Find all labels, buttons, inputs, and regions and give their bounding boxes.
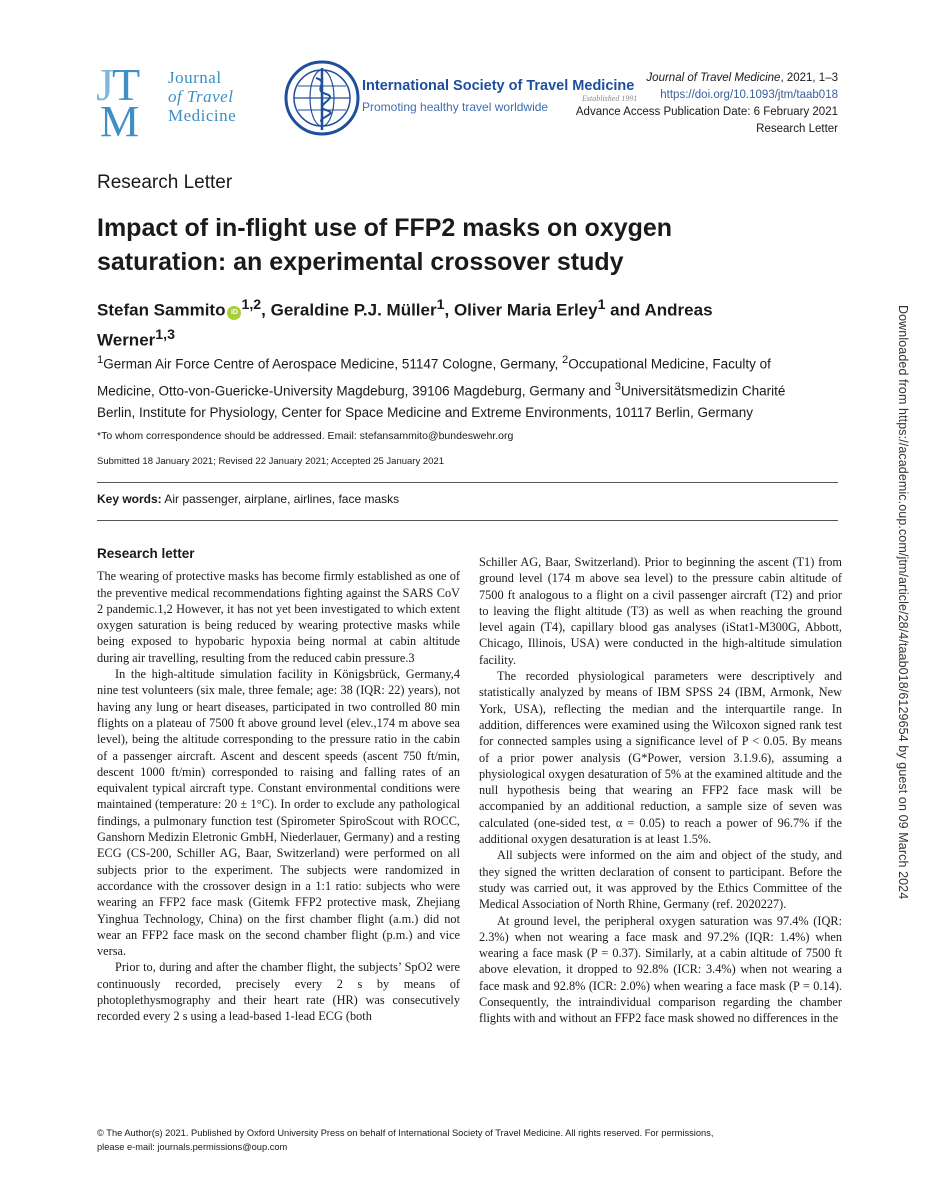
jtm-name-line-1: Journal — [168, 68, 222, 87]
journal-name: Journal of Travel Medicine — [646, 72, 781, 84]
author-sep: , — [444, 300, 454, 320]
jtm-name-line-2: of Travel — [168, 87, 234, 106]
author-sup: 1 — [597, 297, 606, 313]
affiliations — [97, 349, 797, 424]
article-title: Impact of in-flight use of FFP2 masks on oxygen saturation: an experimental crossover study — [97, 214, 673, 276]
svg-text:T: T — [112, 60, 141, 110]
keywords-list: Air passenger, airplane, airlines, face masks — [161, 492, 400, 506]
divider — [97, 482, 838, 483]
submission-dates: Submitted 18 January 2021; Revised 22 January 2021; Accepted 25 January 2021 — [97, 456, 444, 467]
download-watermark — [888, 305, 918, 1095]
author-name[interactable]: Oliver Maria Erley — [453, 300, 598, 320]
body-paragraph: Schiller AG, Baar, Switzerland). Prior to beginning the ascent (T1) from ground level (174 m above sea level) to the pressure cabin altitude of 7500 ft analogous to a flight on a civil passenger aircraft (T2) and prior to leaving the flight altitude (T3) as well as when reaching the ground level again (T4), capillary blood gas analyses (iStat1-M300G, Abbott, Chicago, Illinois, USA) were conducted in the high-altitude simulation facility. — [479, 555, 842, 667]
author-sep: , — [261, 300, 271, 320]
orcid-icon[interactable]: iD — [227, 306, 241, 320]
author-sup: 1,2 — [241, 297, 262, 313]
body-paragraph: The wearing of protective masks has become firmly established as one of the preventive medical recommendations fighting against the SARS CoV 2 pandemic.1,2 However, it has not yet been investigated to which extent oxygen saturation is being reduced by wearing protective masks while being exposed to hypobaric hypoxia being normal at cabin altitude during air travelling, resulting from the reduced cabin pressure.3 — [97, 569, 460, 665]
jtm-name — [168, 68, 236, 125]
keywords — [97, 492, 399, 506]
divider — [97, 520, 838, 521]
istm-title: International Society of Travel Medicine — [362, 78, 635, 94]
author-sup: 1 — [436, 297, 445, 313]
body-paragraph: All subjects were informed on the aim and object of the study, and they signed the written declaration of consent to participant. Before the study was carried out, it was approved by the Ethics Committee of the Medical Association of North Rhine, Germany (ref. 2020227). — [479, 848, 842, 912]
author-sup: 1,3 — [155, 326, 175, 343]
affil-text: Universitätsmedizin Charité Berlin, Institute for Physiology, Center for Space Medicine and Extreme Environments, 10117 Berlin, Germany — [97, 383, 786, 420]
affil-text: Occupational Medicine, Faculty of Medicine, Otto-von-Guericke-University Magdeburg, 39106 Magdeburg, Germany and — [97, 356, 771, 398]
download-note: Downloaded from https://academic.oup.com/jtm/article/28/4/taab018/6129654 by guest on 09 March 2024 — [896, 305, 910, 900]
journal-year-pages: , 2021, 1–3 — [780, 72, 838, 84]
section-kind: Research Letter — [97, 172, 233, 193]
affil-sup: 3 — [614, 380, 622, 393]
istm-globe-icon — [282, 58, 362, 138]
copyright-footer — [97, 1126, 837, 1154]
author-list — [97, 293, 737, 352]
author-name[interactable]: Geraldine P.J. Müller — [270, 300, 437, 320]
body-column-left — [97, 546, 460, 1025]
journal-meta — [576, 70, 838, 138]
body-paragraph: At ground level, the peripheral oxygen saturation was 97.4% (IQR: 2.3%) when not wearing a face mask and 97.2% (IQR: 1.4%) when wearing a face mask (P = 0.37). Similarly, at a cabin altitude of 7500 ft above elevation, it dropped to 92.8% (ICR: 3.4%) when not wearing a face mask and 92.8% (ICR: 2.0%) when wearing a face mask (P = 0.14). Consequently, the intraindividual comparison regarding the chamber flights with and without an FFP2 face mask showed no differences in the — [479, 913, 842, 1026]
istm-subtitle: Promoting healthy travel worldwide — [362, 100, 549, 114]
author-name[interactable]: Stefan Sammito — [97, 300, 226, 320]
body-paragraph: Prior to, during and after the chamber flight, the subjects’ SpO2 were continuously recorded, precisely every 2 s by means of photoplethysmography and their heart rate (HR) was consecutively recorded every 2 s using a lead-based 1-lead ECG (both — [97, 960, 460, 1024]
keywords-label: Key words: — [97, 492, 162, 506]
affil-sup: 2 — [562, 354, 569, 366]
section-heading: Research letter — [97, 546, 195, 561]
journal-citation — [576, 70, 838, 87]
doi-link[interactable]: https://doi.org/10.1093/jtm/taab018 — [660, 89, 838, 101]
istm-established: Established 1991 — [582, 94, 638, 103]
jtm-monogram-icon — [96, 60, 162, 138]
body-paragraph: The recorded physiological parameters were descriptively and statistically analyzed by means of IBM SPSS 24 (IBM, Armonk, New York, USA), reflecting the median and the interquartile range. In addition, differences were examined using the Wilcoxon signed rank test for connected samples using a significance level of P < 0.05. By means of a prior power analysis (G*Power, version 3.1.9.6), assuming a physiological oxygen desaturation of 5% at the examined altitude and the null hypothesis being that wearing an FFP2 face mask will be accompanied by an additional reduction, a sample size of seven was calculated (one-sided test, α = 0.05) to reach a power of 96.7% if the additional oxygen desaturation is at least 1.5%. — [479, 669, 842, 847]
jtm-logo — [96, 60, 266, 138]
affil-text: German Air Force Centre of Aerospace Medicine, 51147 Cologne, Germany, — [103, 356, 562, 372]
correspondence-note: *To whom correspondence should be addressed. Email: stefansammito@bundeswehr.org — [97, 430, 514, 442]
jtm-name-line-3: Medicine — [168, 106, 237, 125]
affil-sup: 1 — [97, 354, 104, 366]
permissions-line: please e-mail: journals.permissions@oup.com — [97, 1142, 288, 1152]
body-paragraph: In the high-altitude simulation facility in Königsbrück, Germany,4 nine test volunteers (six male, three female; age: 38 (IQR: 22) years), not having any lung or heart diseases, participated in two controlled 80 min flights on a plateau of 7500 ft above ground level (elev.,174 m above sea level), being the altitude corresponding to the pressure ratio in the cabin of a passenger aircraft. Ascent and descent speeds (ascent 750 ft/min, descent 1000 ft/min) corresponded to raising and falling rates of an equivalent typical aircraft type. Constant environmental conditions were maintained (temperature: 20 ± 1°C). In order to exclude any pathological findings, a pulmonary function test (Spirometer SpiroScout with ROCC, Ganshorn Medizin Eletronic GmbH, Niederlauer, Germany) and a resting ECG (CS-200, Schiller AG, Baar, Switzerland) were performed on all subjects prior to the experiment. The subjects were randomized in accordance with the crossover design in a 1:1 ratio: subjects who were wearing an FFP2 face mask (Gitemk FFP2 protective mask, Zhejiang Yinghua Technology, China) on the first chamber flight (a.m.) did not wear an FFP2 face mask on the second chamber flight (p.m.) and vice versa. — [97, 667, 460, 959]
access-date: Advance Access Publication Date: 6 February 2021 — [575, 106, 838, 118]
svg-text:J: J — [96, 60, 114, 110]
copyright-line: © The Author(s) 2021. Published by Oxford University Press on behalf of International Society of Travel Medicine. All rights reserved. For permissions, — [97, 1128, 714, 1138]
article-type: Research Letter — [756, 123, 838, 135]
author-name[interactable]: Andreas Werner — [97, 300, 713, 350]
author-sep: and — [605, 300, 645, 320]
svg-text:M: M — [100, 97, 140, 138]
body-column-right — [479, 554, 842, 1027]
